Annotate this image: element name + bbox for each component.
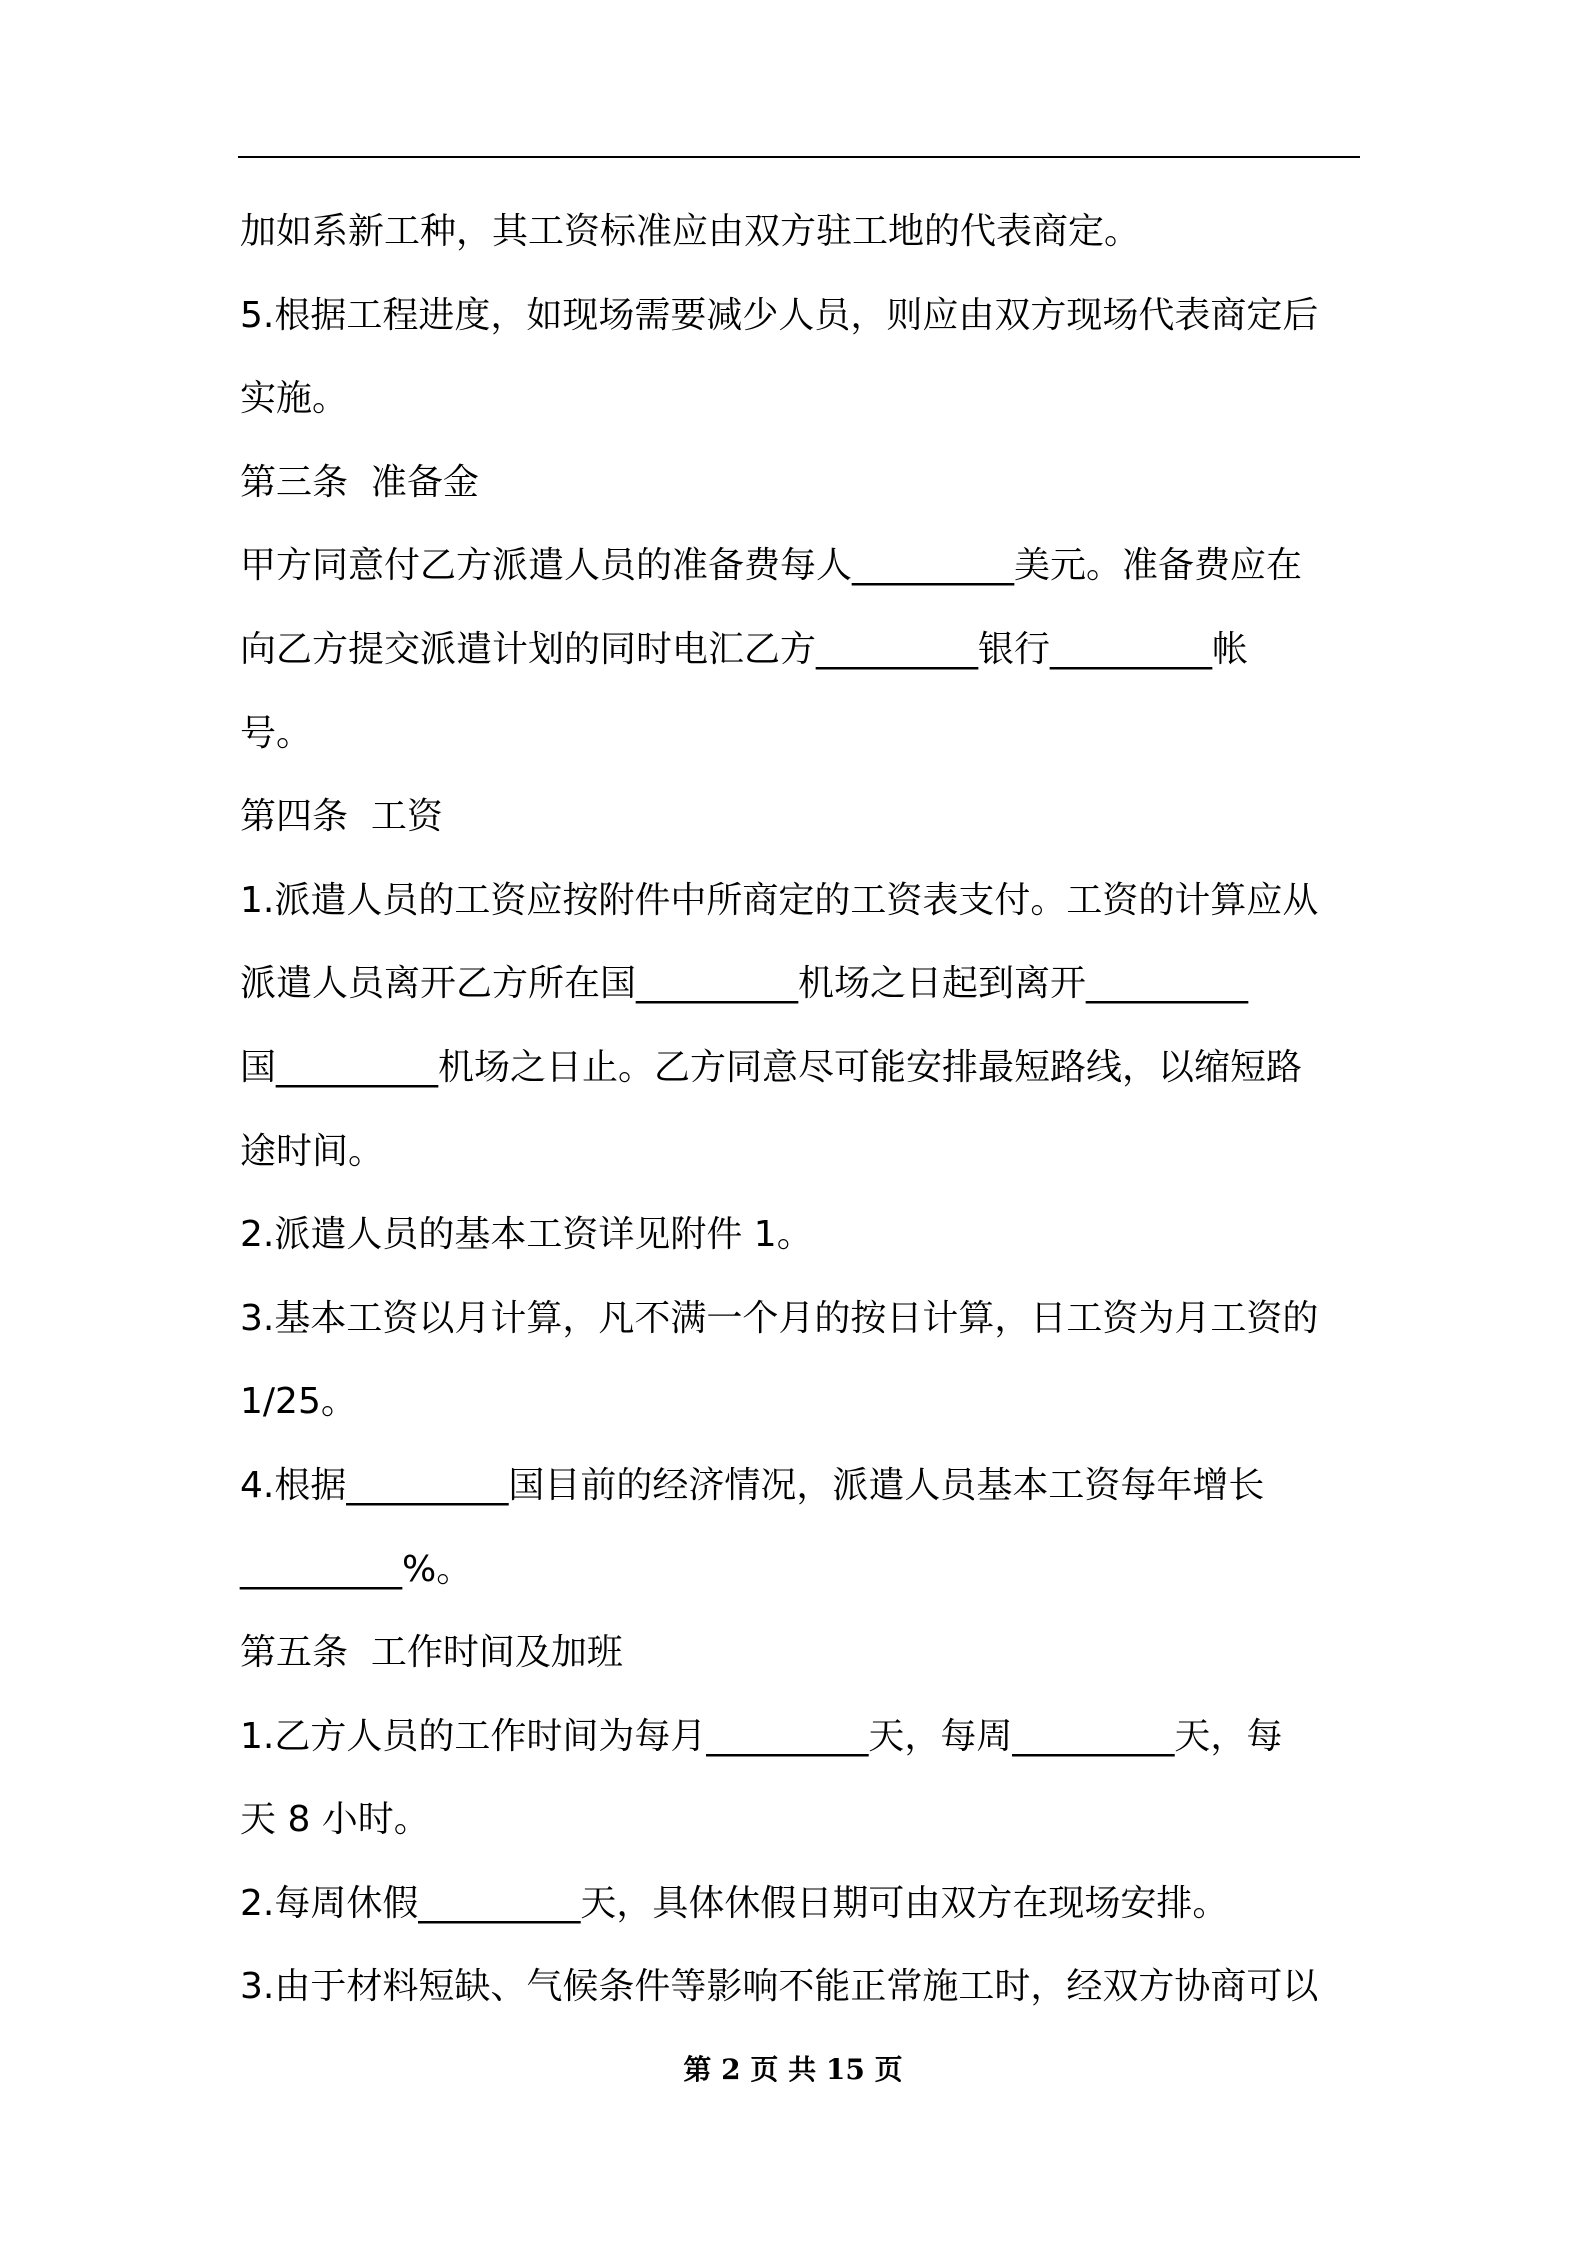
text-line: 2.每周休假_________天，具体休假日期可由双方在现场安排。 (240, 1882, 1229, 1924)
section-heading: 第三条 准备金 (240, 461, 479, 503)
text-line: 1.乙方人员的工作时间为每月_________天，每周_________天，每 (240, 1715, 1283, 1757)
text-line: 1.派遣人员的工资应按附件中所商定的工资表支付。工资的计算应从 (240, 879, 1319, 921)
text-line: 1/25。 (240, 1381, 357, 1423)
text-line: 号。 (240, 712, 313, 754)
text-line: 实施。 (240, 378, 349, 420)
text-line: _________%。 (240, 1548, 473, 1590)
header-rule (238, 156, 1360, 158)
text-line: 加如系新工种，其工资标准应由双方驻工地的代表商定。 (240, 211, 1141, 252)
text-line: 天 8 小时。 (240, 1799, 430, 1841)
text-line: 途时间。 (240, 1130, 385, 1172)
text-line: 4.根据_________国目前的经济情况，派遣人员基本工资每年增长 (240, 1464, 1265, 1506)
text-line: 甲方同意付乙方派遣人员的准备费每人_________美元。准备费应在 (240, 545, 1303, 587)
text-line: 向乙方提交派遣计划的同时电汇乙方_________银行_________帐 (240, 628, 1249, 670)
section-heading: 第四条 工资 (240, 796, 443, 838)
text-line: 5.根据工程进度，如现场需要减少人员，则应由双方现场代表商定后 (240, 294, 1319, 336)
section-heading: 第五条 工作时间及加班 (240, 1632, 623, 1674)
page-footer: 第 2 页 共 15 页 (683, 2053, 903, 2086)
text-line: 3.由于材料短缺、气候条件等影响不能正常施工时，经双方协商可以 (240, 1966, 1319, 2008)
text-line: 2.派遣人员的基本工资详见附件 1。 (240, 1214, 813, 1256)
text-line: 3.基本工资以月计算，凡不满一个月的按日计算，日工资为月工资的 (240, 1297, 1319, 1339)
document-body (240, 190, 1365, 2029)
text-line: 派遣人员离开乙方所在国_________机场之日起到离开_________ (240, 963, 1249, 1005)
text-line: 国_________机场之日止。乙方同意尽可能安排最短路线，以缩短路 (240, 1046, 1303, 1088)
